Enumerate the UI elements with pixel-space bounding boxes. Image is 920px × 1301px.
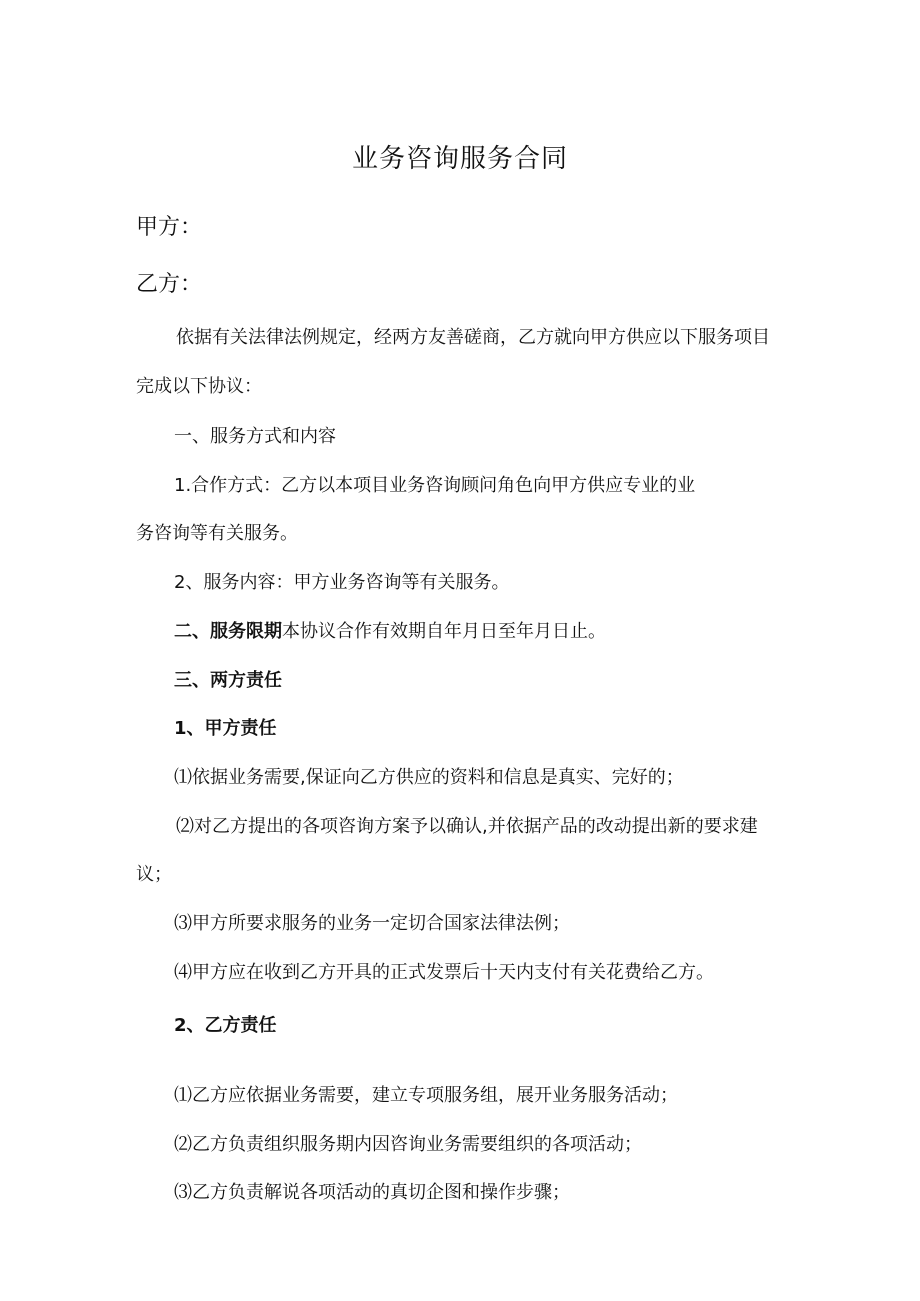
party-a-duty-1: ⑴依据业务需要,保证向乙方供应的资料和信息是真实、完好的；: [174, 767, 684, 788]
section-2-text: 本协议合作有效期自年月日至年月日止。: [282, 621, 606, 642]
party-b-duty-1: ⑴乙方应依据业务需要，建立专项服务组，展开业务服务活动；: [174, 1085, 678, 1106]
party-a-duty-4: ⑷甲方应在收到乙方开具的正式发票后十天内支付有关花费给乙方。: [174, 962, 714, 983]
intro-paragraph-line-2: 完成以下协议：: [136, 376, 262, 397]
document-title: 业务咨询服务合同: [351, 144, 568, 174]
party-a-duty-2-line-1: ⑵对乙方提出的各项咨询方案予以确认,并依据产品的改动提出新的要求建: [176, 816, 758, 837]
party-b-duties-heading: 2、乙方责任: [174, 1015, 277, 1036]
party-a-duty-3: ⑶甲方所要求服务的业务一定切合国家法律法例；: [174, 913, 570, 934]
party-a-label: 甲方：: [136, 215, 203, 240]
party-a-duties-heading: 1、甲方责任: [174, 718, 277, 739]
party-b-duty-3: ⑶乙方负责解说各项活动的真切企图和操作步骤；: [174, 1182, 570, 1203]
section-2-heading: 二、服务限期: [174, 621, 282, 642]
section-3-heading: 三、两方责任: [174, 670, 282, 691]
party-a-duty-2-line-2: 议；: [136, 864, 172, 885]
section-1-item-1-line-1: 1.合作方式：乙方以本项目业务咨询顾问角色向甲方供应专业的业: [174, 475, 696, 496]
section-2-paragraph: [174, 620, 606, 644]
party-b-duty-2: ⑵乙方负责组织服务期内因咨询业务需要组织的各项活动；: [174, 1134, 642, 1155]
section-1-item-2: 2、服务内容：甲方业务咨询等有关服务。: [174, 572, 510, 593]
party-b-label: 乙方：: [136, 272, 203, 297]
intro-paragraph-line-1: 依据有关法律法例规定，经两方友善磋商，乙方就向甲方供应以下服务项目: [176, 327, 770, 348]
section-1-heading: 一、服务方式和内容: [174, 426, 336, 447]
section-1-item-1-line-2: 务咨询等有关服务。: [136, 523, 298, 544]
